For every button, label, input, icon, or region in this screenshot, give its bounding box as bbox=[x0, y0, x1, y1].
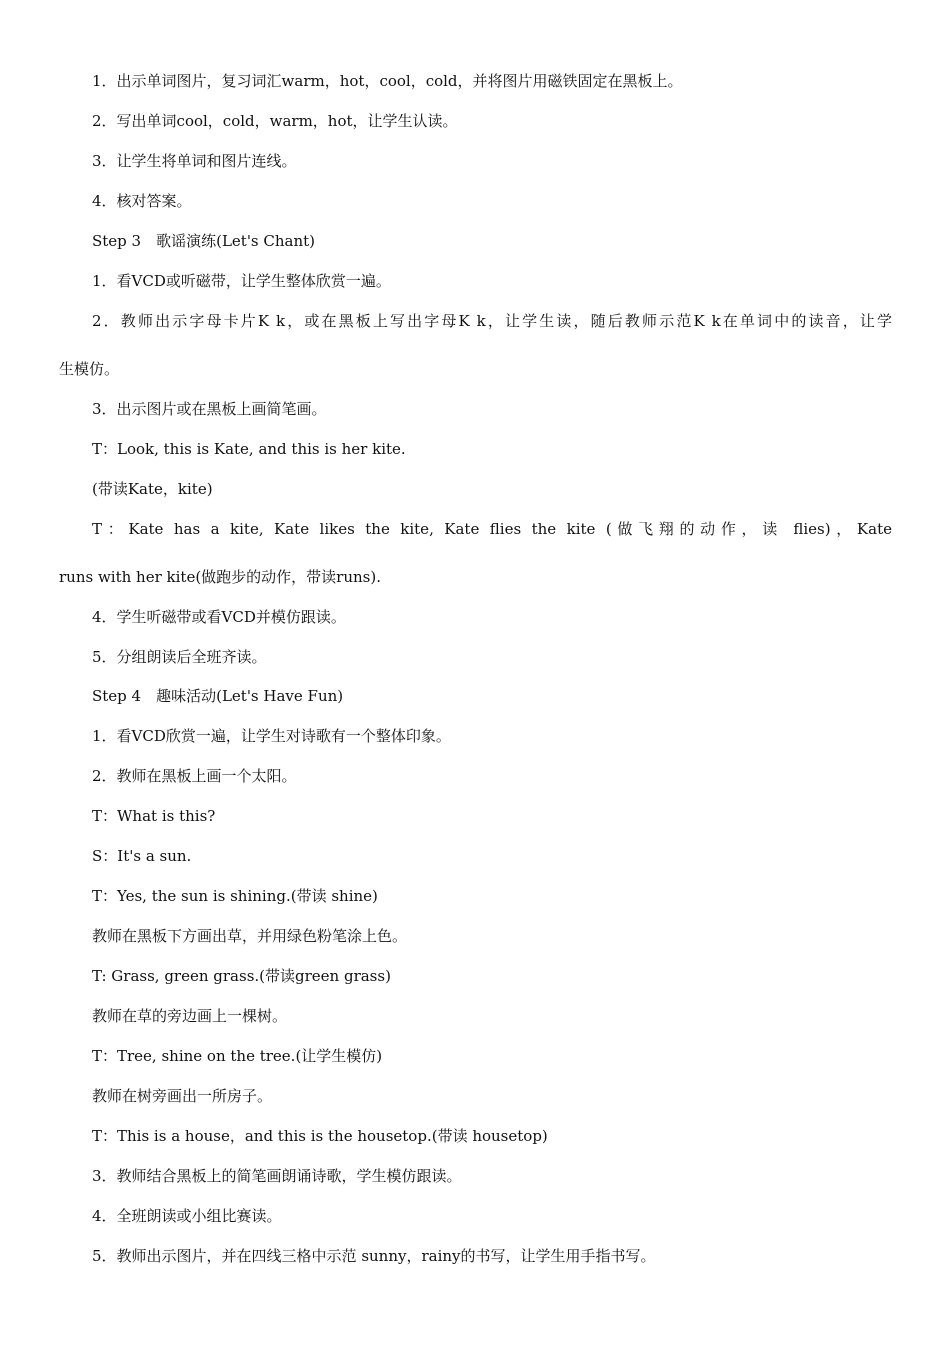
text-line: 3．教师结合黑板上的简笔画朗诵诗歌，学生模仿跟读。 bbox=[92, 1167, 462, 1185]
text-line: 教师在草的旁边画上一棵树。 bbox=[92, 1007, 288, 1025]
text-line: 4．核对答案。 bbox=[92, 192, 192, 210]
text-line: 4．学生听磁带或看VCD并模仿跟读。 bbox=[92, 608, 346, 626]
text-line: (带读Kate，kite) bbox=[92, 480, 213, 498]
text-line: T：What is this? bbox=[92, 807, 216, 825]
text-line: T：Kate has a kite, Kate likes the kite, Kate flies the kite (做飞翔的动作，读 flies)，Kate bbox=[92, 520, 892, 538]
text-line: T：Tree, shine on the tree.(让学生模仿) bbox=[92, 1047, 383, 1065]
text-line: 5．分组朗读后全班齐读。 bbox=[92, 648, 267, 666]
text-line: T：This is a house，and this is the housetop.(带读 housetop) bbox=[92, 1127, 548, 1145]
text-line-continuation: runs with her kite(做跑步的动作，带读runs). bbox=[59, 568, 381, 586]
text-line: T: Grass, green grass.(带读green grass) bbox=[92, 967, 391, 985]
text-line-continuation: 生模仿。 bbox=[59, 360, 120, 378]
text-line: 3．让学生将单词和图片连线。 bbox=[92, 152, 297, 170]
step-heading: Step 4 趣味活动(Let's Have Fun) bbox=[92, 687, 344, 705]
text-line: 2．写出单词cool，cold，warm，hot，让学生认读。 bbox=[92, 112, 458, 130]
text-line: S：It's a sun. bbox=[92, 847, 192, 865]
text-line: 1．出示单词图片，复习词汇warm，hot，cool，cold，并将图片用磁铁固定在黑板上。 bbox=[92, 72, 683, 90]
text-line: T：Look, this is Kate, and this is her kite. bbox=[92, 440, 406, 458]
text-line: 1．看VCD或听磁带，让学生整体欣赏一遍。 bbox=[92, 272, 391, 290]
text-line: 4．全班朗读或小组比赛读。 bbox=[92, 1207, 282, 1225]
text-line: 3．出示图片或在黑板上画简笔画。 bbox=[92, 400, 327, 418]
text-line: 2．教师在黑板上画一个太阳。 bbox=[92, 767, 297, 785]
text-line: 1．看VCD欣赏一遍，让学生对诗歌有一个整体印象。 bbox=[92, 727, 451, 745]
text-line: 教师在树旁画出一所房子。 bbox=[92, 1087, 273, 1105]
text-line: 2．教师出示字母卡片K k，或在黑板上写出字母K k，让学生读，随后教师示范K k在单词中的读音，让学 bbox=[92, 312, 892, 330]
text-line: T：Yes, the sun is shining.(带读 shine) bbox=[92, 887, 378, 905]
text-line: 5．教师出示图片，并在四线三格中示范 sunny，rainy的书写，让学生用手指书写。 bbox=[92, 1247, 656, 1265]
step-heading: Step 3 歌谣演练(Let's Chant) bbox=[92, 232, 316, 250]
text-line: 教师在黑板下方画出草，并用绿色粉笔涂上色。 bbox=[92, 927, 408, 945]
